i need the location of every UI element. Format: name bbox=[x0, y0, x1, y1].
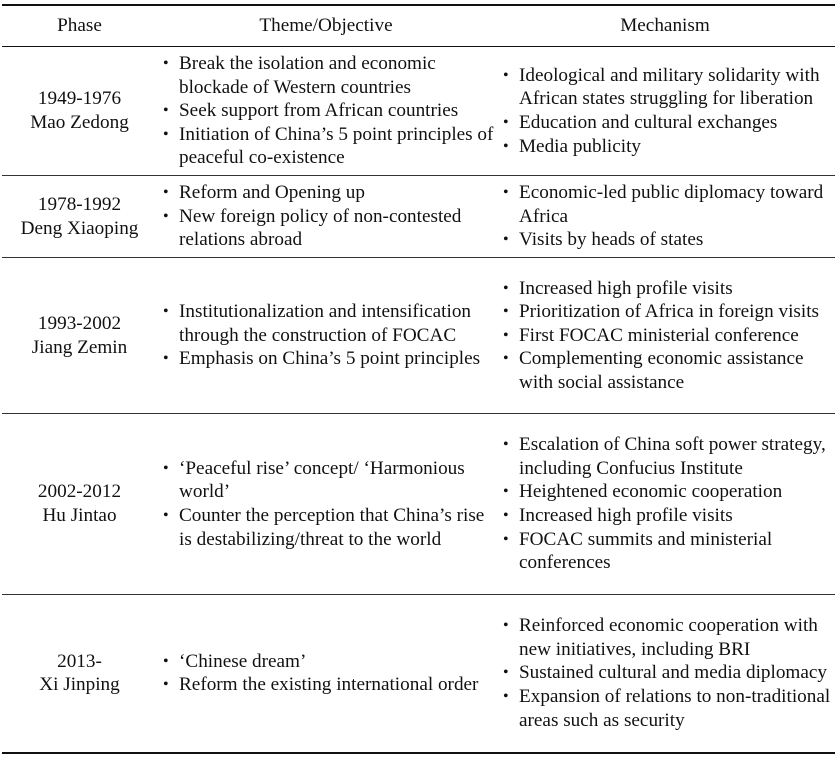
mechanism-list bbox=[495, 277, 835, 395]
header-row bbox=[2, 5, 835, 47]
theme-cell bbox=[157, 258, 495, 414]
theme-list bbox=[157, 457, 495, 551]
mechanism-item: • FOCAC summits and ministerial conferences bbox=[497, 528, 835, 575]
theme-item: • New foreign policy of non-contested relations abroad bbox=[157, 205, 495, 252]
mechanism-item: • Ideological and military solidarity with African states struggling for liberation bbox=[497, 64, 835, 111]
mechanism-item: • Economic-led public diplomacy toward Africa bbox=[497, 181, 835, 228]
phase-cell bbox=[2, 47, 157, 176]
header-phase: Phase bbox=[2, 5, 157, 47]
phase-cell bbox=[2, 595, 157, 753]
theme-cell bbox=[157, 47, 495, 176]
phase-cell bbox=[2, 258, 157, 414]
theme-item: • Counter the perception that China’s rise is destabilizing/threat to the world bbox=[157, 504, 495, 551]
mechanism-item: • Media publicity bbox=[497, 135, 835, 159]
phase-years: 2013- bbox=[57, 650, 102, 672]
table-row bbox=[2, 258, 835, 414]
china-africa-phases-table bbox=[2, 4, 835, 754]
mechanism-item: • Escalation of China soft power strategy, including Confucius Institute bbox=[497, 433, 835, 480]
table-header bbox=[2, 5, 835, 47]
mechanism-cell bbox=[495, 595, 835, 753]
phase-leader: Xi Jinping bbox=[39, 674, 120, 696]
theme-item: • Break the isolation and economic blockade of Western countries bbox=[157, 52, 495, 99]
header-mechanism: Mechanism bbox=[495, 5, 835, 47]
theme-item: • ‘Peaceful rise’ concept/ ‘Harmonious world’ bbox=[157, 457, 495, 504]
mechanism-item: • Reinforced economic cooperation with new initiatives, including BRI bbox=[497, 614, 835, 661]
theme-list bbox=[157, 52, 495, 170]
phase-leader: Deng Xiaoping bbox=[20, 217, 139, 239]
theme-list bbox=[157, 181, 495, 252]
table-container bbox=[2, 0, 835, 754]
theme-list bbox=[157, 300, 495, 371]
mechanism-item: • Increased high profile visits bbox=[497, 504, 835, 528]
mechanism-item: • Increased high profile visits bbox=[497, 277, 835, 301]
phase-leader: Mao Zedong bbox=[30, 112, 129, 133]
mechanism-cell bbox=[495, 176, 835, 258]
mechanism-item: • Education and cultural exchanges bbox=[497, 111, 835, 135]
mechanism-item: • Heightened economic cooperation bbox=[497, 480, 835, 504]
theme-item: • Institutionalization and intensification through the construction of FOCAC bbox=[157, 300, 495, 347]
phase-years: 1993-2002 bbox=[37, 312, 122, 334]
mechanism-list bbox=[495, 433, 835, 575]
table-row bbox=[2, 414, 835, 595]
phase-cell bbox=[2, 176, 157, 258]
mechanism-cell bbox=[495, 258, 835, 414]
mechanism-list bbox=[495, 614, 835, 732]
table-row bbox=[2, 595, 835, 753]
theme-item: • Reform the existing international order bbox=[157, 673, 495, 697]
theme-cell bbox=[157, 595, 495, 753]
phase-years: 2002-2012 bbox=[37, 481, 122, 503]
theme-item: • Initiation of China’s 5 point principles of peaceful co-existence bbox=[157, 123, 495, 170]
table-row bbox=[2, 47, 835, 176]
table-row bbox=[2, 176, 835, 258]
theme-list bbox=[157, 650, 495, 697]
phase-cell bbox=[2, 414, 157, 595]
mechanism-list bbox=[495, 181, 835, 252]
phase-years: 1949-1976 bbox=[37, 88, 122, 110]
mechanism-cell bbox=[495, 47, 835, 176]
mechanism-item: • First FOCAC ministerial conference bbox=[497, 324, 835, 348]
theme-item: • Emphasis on China’s 5 point principles bbox=[157, 347, 495, 371]
phase-leader: Jiang Zemin bbox=[31, 336, 128, 358]
mechanism-item: • Prioritization of Africa in foreign visits bbox=[497, 300, 835, 324]
theme-cell bbox=[157, 414, 495, 595]
mechanism-list bbox=[495, 64, 835, 158]
theme-cell bbox=[157, 176, 495, 258]
header-theme: Theme/Objective bbox=[157, 5, 495, 47]
theme-item: • ‘Chinese dream’ bbox=[157, 650, 495, 674]
mechanism-cell bbox=[495, 414, 835, 595]
mechanism-item: • Visits by heads of states bbox=[497, 228, 835, 252]
mechanism-item: • Sustained cultural and media diplomacy bbox=[497, 661, 835, 685]
phase-years: 1978-1992 bbox=[37, 193, 122, 215]
theme-item: • Seek support from African countries bbox=[157, 99, 495, 123]
theme-item: • Reform and Opening up bbox=[157, 181, 495, 205]
mechanism-item: • Expansion of relations to non-traditional areas such as security bbox=[497, 685, 835, 732]
table-body bbox=[2, 47, 835, 753]
mechanism-item: • Complementing economic assistance with social assistance bbox=[497, 347, 835, 394]
phase-leader: Hu Jintao bbox=[42, 505, 117, 526]
